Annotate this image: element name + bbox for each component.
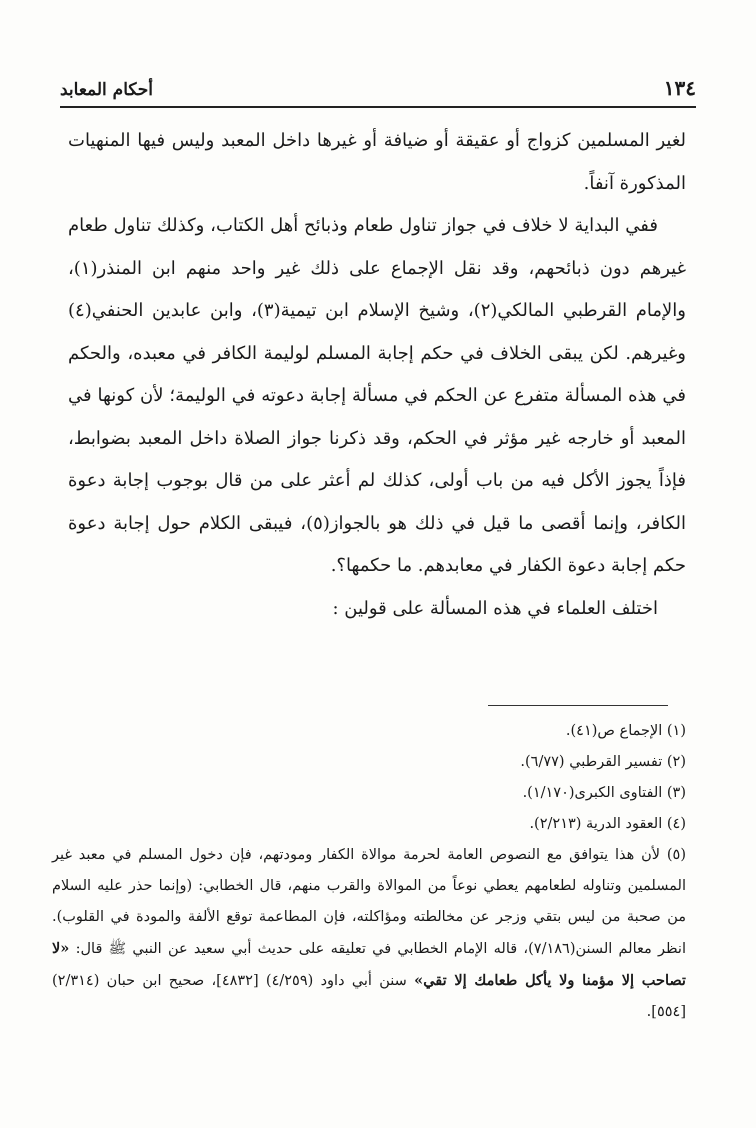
footnote-3: (٣) الفتاوى الكبرى(١/١٧٠). [522,785,686,801]
main-text [68,120,686,630]
footnote-2: (٢) تفسير القرطبي (٦/٧٧). [520,754,686,770]
footnote-5-hadith: «لا تصاحب إلا مؤمنا ولا يأكل طعامك إلا تقي» [52,940,686,989]
footnote-5-text: (٥) لأن هذا يتوافق مع النصوص العامة لحرمة موالاة الكفار ومودتهم، فإن دخول المسلم في معبد غير المسلمين وتناوله لطعامهم يعطي نوعاً من الموالاة والقرب منهم، قال الخطابي: (وإنما حذر عليه السلام من صحبة من ليس بتقي وزجر عن مخالطته ومؤاكلته، فإن المطاعمة توقع الألفة والمودة في القلوب). انظر معالم السنن(٧/١٨٦)، قاله الإمام الخطابي في تعليقه على حديث أبي سعيد عن النبي ﷺ قال: [52,847,686,957]
page-header [60,64,696,108]
footnote-4: (٤) العقود الدرية (٢/٢١٣). [529,816,686,832]
footnote-5 [52,840,686,1028]
paragraph-1: لغير المسلمين كزواج أو عقيقة أو ضيافة أو غيرها داخل المعبد وليس فيها المنهيات المذكورة آنفاً. [68,130,686,194]
paragraph-3: اختلف العلماء في هذه المسألة على قولين : [332,597,658,619]
running-title: أحكام المعابد [60,80,154,100]
page-number: ١٣٤ [663,76,696,100]
paragraph-2: ففي البداية لا خلاف في جواز تناول طعام وذبائح أهل الكتاب، وكذلك تناول طعام غيرهم دون ذبائحهم، وقد نقل الإجماع على ذلك غير واحد منهم ابن المنذر(١)، والإمام القرطبي المالكي(٢)، وشيخ الإسلام ابن تيمية(٣)، وابن عابدين الحنفي(٤) وغيرهم. لكن يبقى الخلاف في حكم إجابة المسلم لوليمة الكافر في معبده، والحكم في هذه المسألة متفرع عن الحكم في مسألة إجابة دعوته في الوليمة؛ لأن كونها في المعبد أو خارجه غير مؤثر في الحكم، وقد ذكرنا جواز الصلاة داخل المعبد بضوابط، فإذاً يجوز الأكل فيه من باب أولى، كذلك لم أعثر على من قال بوجوب إجابة دعوة الكافر، وإنما أقصى ما قيل في ذلك هو بالجواز(٥)، فيبقى الكلام حول إجابة دعوة حكم إجابة دعوة الكفار في معابدهم. ما حكمها؟. [68,215,686,576]
footnotes [52,716,686,1028]
footnote-1: (١) الإجماع ص(٤١). [565,723,686,739]
footnote-5-source: سنن أبي داود (٤/٢٥٩) [٤٨٣٢]، صحيح ابن حبان (٢/٣١٤) [٥٥٤]. [52,973,686,1020]
footnote-separator [488,705,668,706]
